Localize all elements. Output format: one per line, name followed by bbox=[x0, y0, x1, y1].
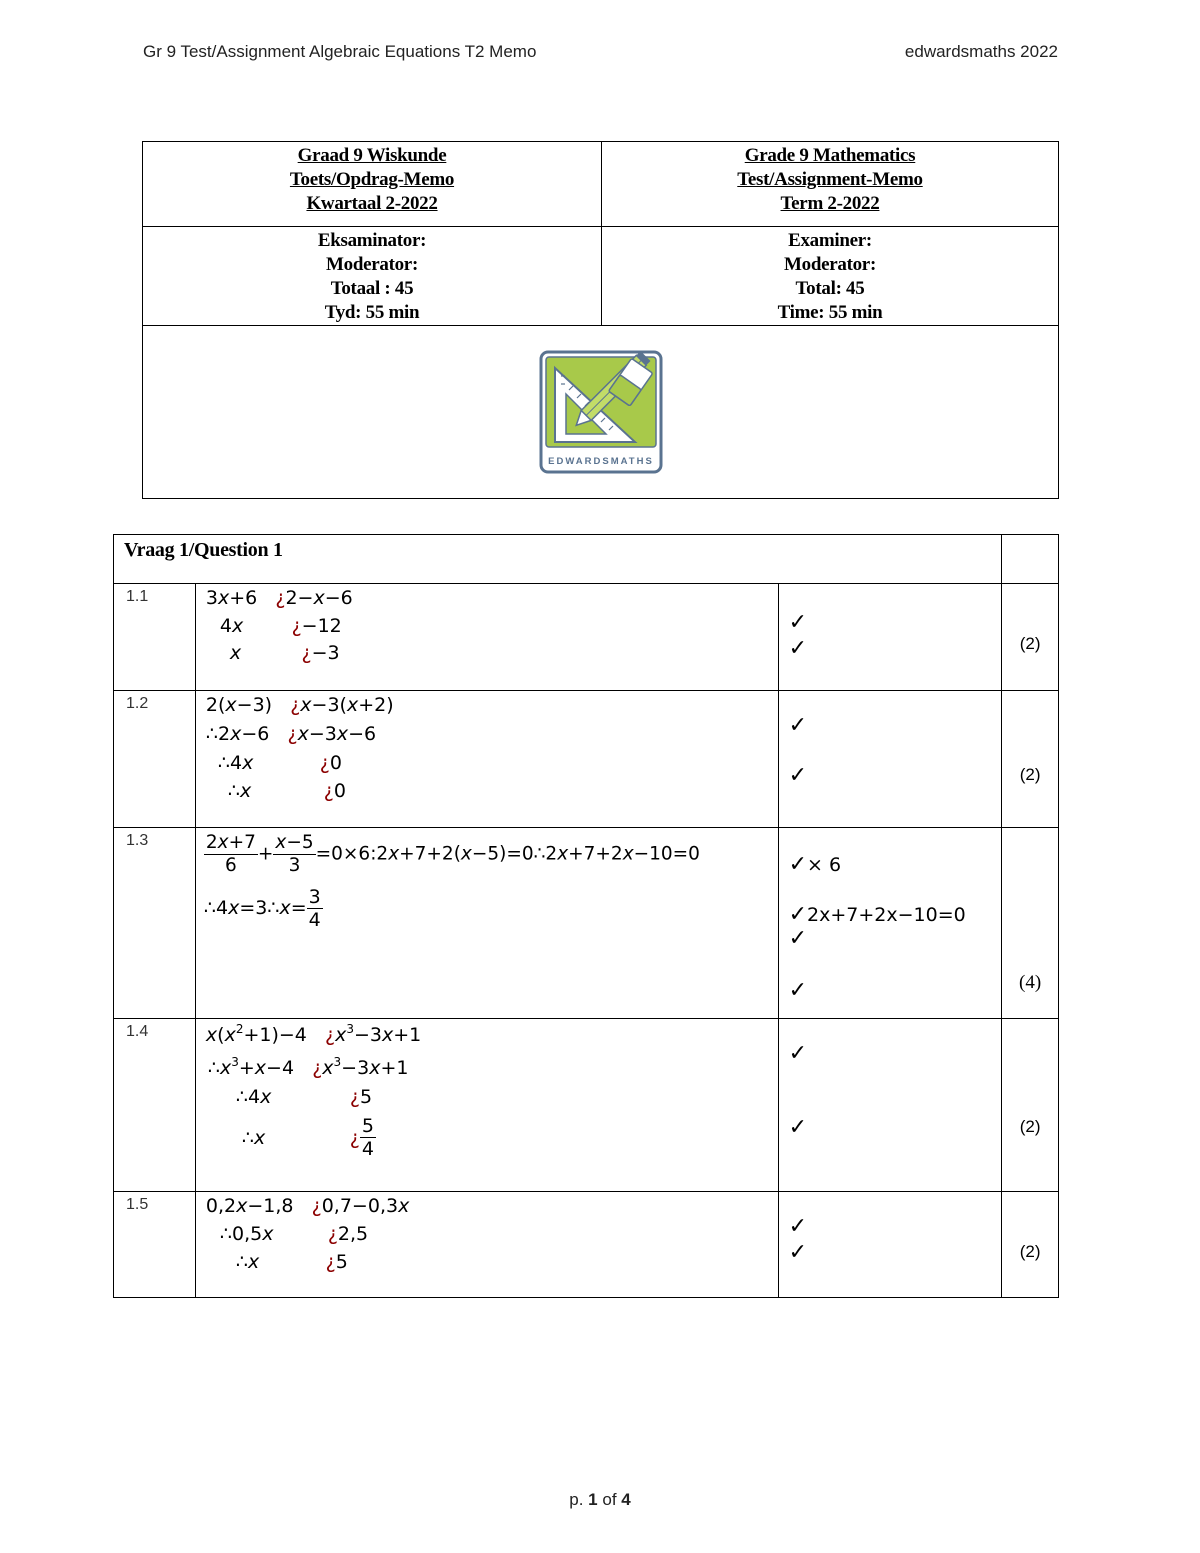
q13-tick1 bbox=[789, 852, 842, 877]
q13-number: 1.3 bbox=[114, 828, 196, 1019]
footer-page-number: 1 bbox=[588, 1490, 598, 1509]
q12-line4: ∴x ¿0 bbox=[227, 780, 346, 802]
q12-line1: 2(x−3) ¿x−3(x+2) bbox=[205, 694, 394, 716]
q13-tick2-text: 2x+7+2x−10=0 bbox=[807, 904, 966, 926]
eng-type: Test/Assignment-Memo bbox=[737, 169, 923, 190]
tick-icon: ✓ bbox=[788, 852, 808, 877]
logo-text: EDWARDSMATHS bbox=[547, 456, 654, 467]
q15-number: 1.5 bbox=[114, 1192, 196, 1298]
q12-mark-cell bbox=[1002, 691, 1059, 828]
q11-row bbox=[114, 584, 1059, 691]
header-brand: edwardsmaths 2022 bbox=[904, 42, 1058, 61]
cover-eng-title bbox=[602, 142, 1059, 227]
cover-afr-title bbox=[143, 142, 602, 227]
q14-working bbox=[195, 1019, 778, 1192]
tick-icon: ✓ bbox=[788, 902, 808, 927]
q13-mark: (4) bbox=[1019, 972, 1042, 993]
q11-working bbox=[195, 584, 778, 691]
q11-ticks bbox=[778, 584, 1002, 691]
edwardsmaths-logo bbox=[539, 350, 663, 474]
q14-mark-cell bbox=[1002, 1019, 1059, 1192]
q14-row bbox=[114, 1019, 1059, 1192]
logo-cell bbox=[143, 326, 1059, 499]
q12-ticks bbox=[778, 691, 1002, 828]
title-mark-cell bbox=[1002, 535, 1059, 584]
footer-prefix: p. bbox=[569, 1490, 589, 1509]
eng-subject: Grade 9 Mathematics bbox=[744, 145, 916, 166]
q13-row bbox=[114, 828, 1059, 1019]
q15-line2: ∴0,5x ¿2,5 bbox=[219, 1223, 369, 1245]
footer-page-total: 4 bbox=[621, 1490, 631, 1509]
q15-working bbox=[195, 1192, 778, 1298]
eng-term: Term 2-2022 bbox=[780, 193, 880, 214]
q15-ticks bbox=[778, 1192, 1002, 1298]
q13-tick1-text: × 6 bbox=[807, 854, 842, 876]
q14-ticks bbox=[778, 1019, 1002, 1192]
cover-afr-info bbox=[143, 227, 602, 326]
tick-icon: ✓ bbox=[788, 1214, 808, 1239]
q15-mark-cell bbox=[1002, 1192, 1059, 1298]
q13-line1: $\frac{2x+7}{6}$ + $\frac{x-5}{3}$ =0×6:2x+7+2(x−5)=0∴2x+7+2x−10=0 bbox=[205, 832, 700, 876]
header-title: Gr 9 Test/Assignment Algebraic Equations T2 Memo bbox=[143, 42, 537, 61]
q12-line3: ∴4x ¿0 bbox=[217, 752, 342, 774]
tick-icon: ✓ bbox=[788, 978, 808, 1003]
q14-line1: $x(x^2+1)-4$ ¿$x^3-3x+1$ bbox=[205, 1022, 422, 1046]
q11-line1: 3x+6 ¿2−x−6 bbox=[205, 587, 353, 609]
q12-line2: ∴2x−6 ¿x−3x−6 bbox=[205, 723, 377, 745]
afr-term: Kwartaal 2-2022 bbox=[306, 193, 438, 214]
eng-moderator: Moderator: bbox=[784, 254, 876, 275]
afr-examiner: Eksaminator: bbox=[317, 230, 427, 251]
tick-icon: ✓ bbox=[788, 636, 808, 661]
tick-icon: ✓ bbox=[788, 1115, 808, 1140]
q11-line3: x ¿−3 bbox=[229, 642, 340, 664]
q14-line3: ∴4x ¿5 bbox=[235, 1086, 373, 1108]
q13-working bbox=[195, 828, 778, 1019]
q11-number: 1.1 bbox=[114, 584, 196, 691]
q12-mark: (2) bbox=[1019, 765, 1041, 784]
q11-mark-cell bbox=[1002, 584, 1059, 691]
q15-row bbox=[114, 1192, 1059, 1298]
q12-number: 1.2 bbox=[114, 691, 196, 828]
q15-line3: ∴x ¿5 bbox=[235, 1251, 348, 1273]
afr-type: Toets/Opdrag-Memo bbox=[289, 169, 455, 190]
tick-icon: ✓ bbox=[788, 1240, 808, 1265]
footer-middle: of bbox=[597, 1490, 622, 1509]
q11-line2: 4x ¿−12 bbox=[219, 615, 342, 637]
q11-mark: (2) bbox=[1019, 634, 1041, 653]
cover-table bbox=[142, 141, 1059, 499]
afr-time: Tyd: 55 min bbox=[324, 302, 420, 323]
eng-examiner: Examiner: bbox=[788, 230, 872, 251]
tick-icon: ✓ bbox=[788, 610, 808, 635]
q15-mark: (2) bbox=[1019, 1242, 1041, 1261]
q14-mark: (2) bbox=[1019, 1117, 1041, 1136]
q13-line2: ∴4x=3∴x= $\frac{3}{4}$ bbox=[203, 886, 321, 931]
eng-total: Total: 45 bbox=[795, 278, 865, 299]
q13-mark-cell bbox=[1002, 828, 1059, 1019]
cover-eng-info bbox=[602, 227, 1059, 326]
q13-ticks bbox=[778, 828, 1002, 1019]
afr-subject: Graad 9 Wiskunde bbox=[297, 145, 447, 166]
afr-moderator: Moderator: bbox=[326, 254, 418, 275]
tick-icon: ✓ bbox=[788, 1041, 808, 1066]
q14-number: 1.4 bbox=[114, 1019, 196, 1192]
q12-working bbox=[195, 691, 778, 828]
q15-line1: 0,2x−1,8 ¿0,7−0,3x bbox=[205, 1195, 410, 1217]
q14-line2: $\therefore x^3+x-4$ ¿$x^3-3x+1$ bbox=[207, 1055, 409, 1079]
q13-tick2 bbox=[789, 902, 966, 927]
question-title: Vraag 1/Question 1 bbox=[114, 535, 1002, 584]
tick-icon: ✓ bbox=[788, 926, 808, 951]
afr-total: Totaal : 45 bbox=[330, 278, 414, 299]
q12-row bbox=[114, 691, 1059, 828]
question-table bbox=[113, 534, 1059, 1298]
tick-icon: ✓ bbox=[788, 763, 808, 788]
q14-line4: ∴x ¿ $\frac{5}{4}$ bbox=[241, 1115, 374, 1160]
eng-time: Time: 55 min bbox=[777, 302, 883, 323]
tick-icon: ✓ bbox=[788, 713, 808, 738]
page-footer bbox=[0, 1490, 1200, 1510]
